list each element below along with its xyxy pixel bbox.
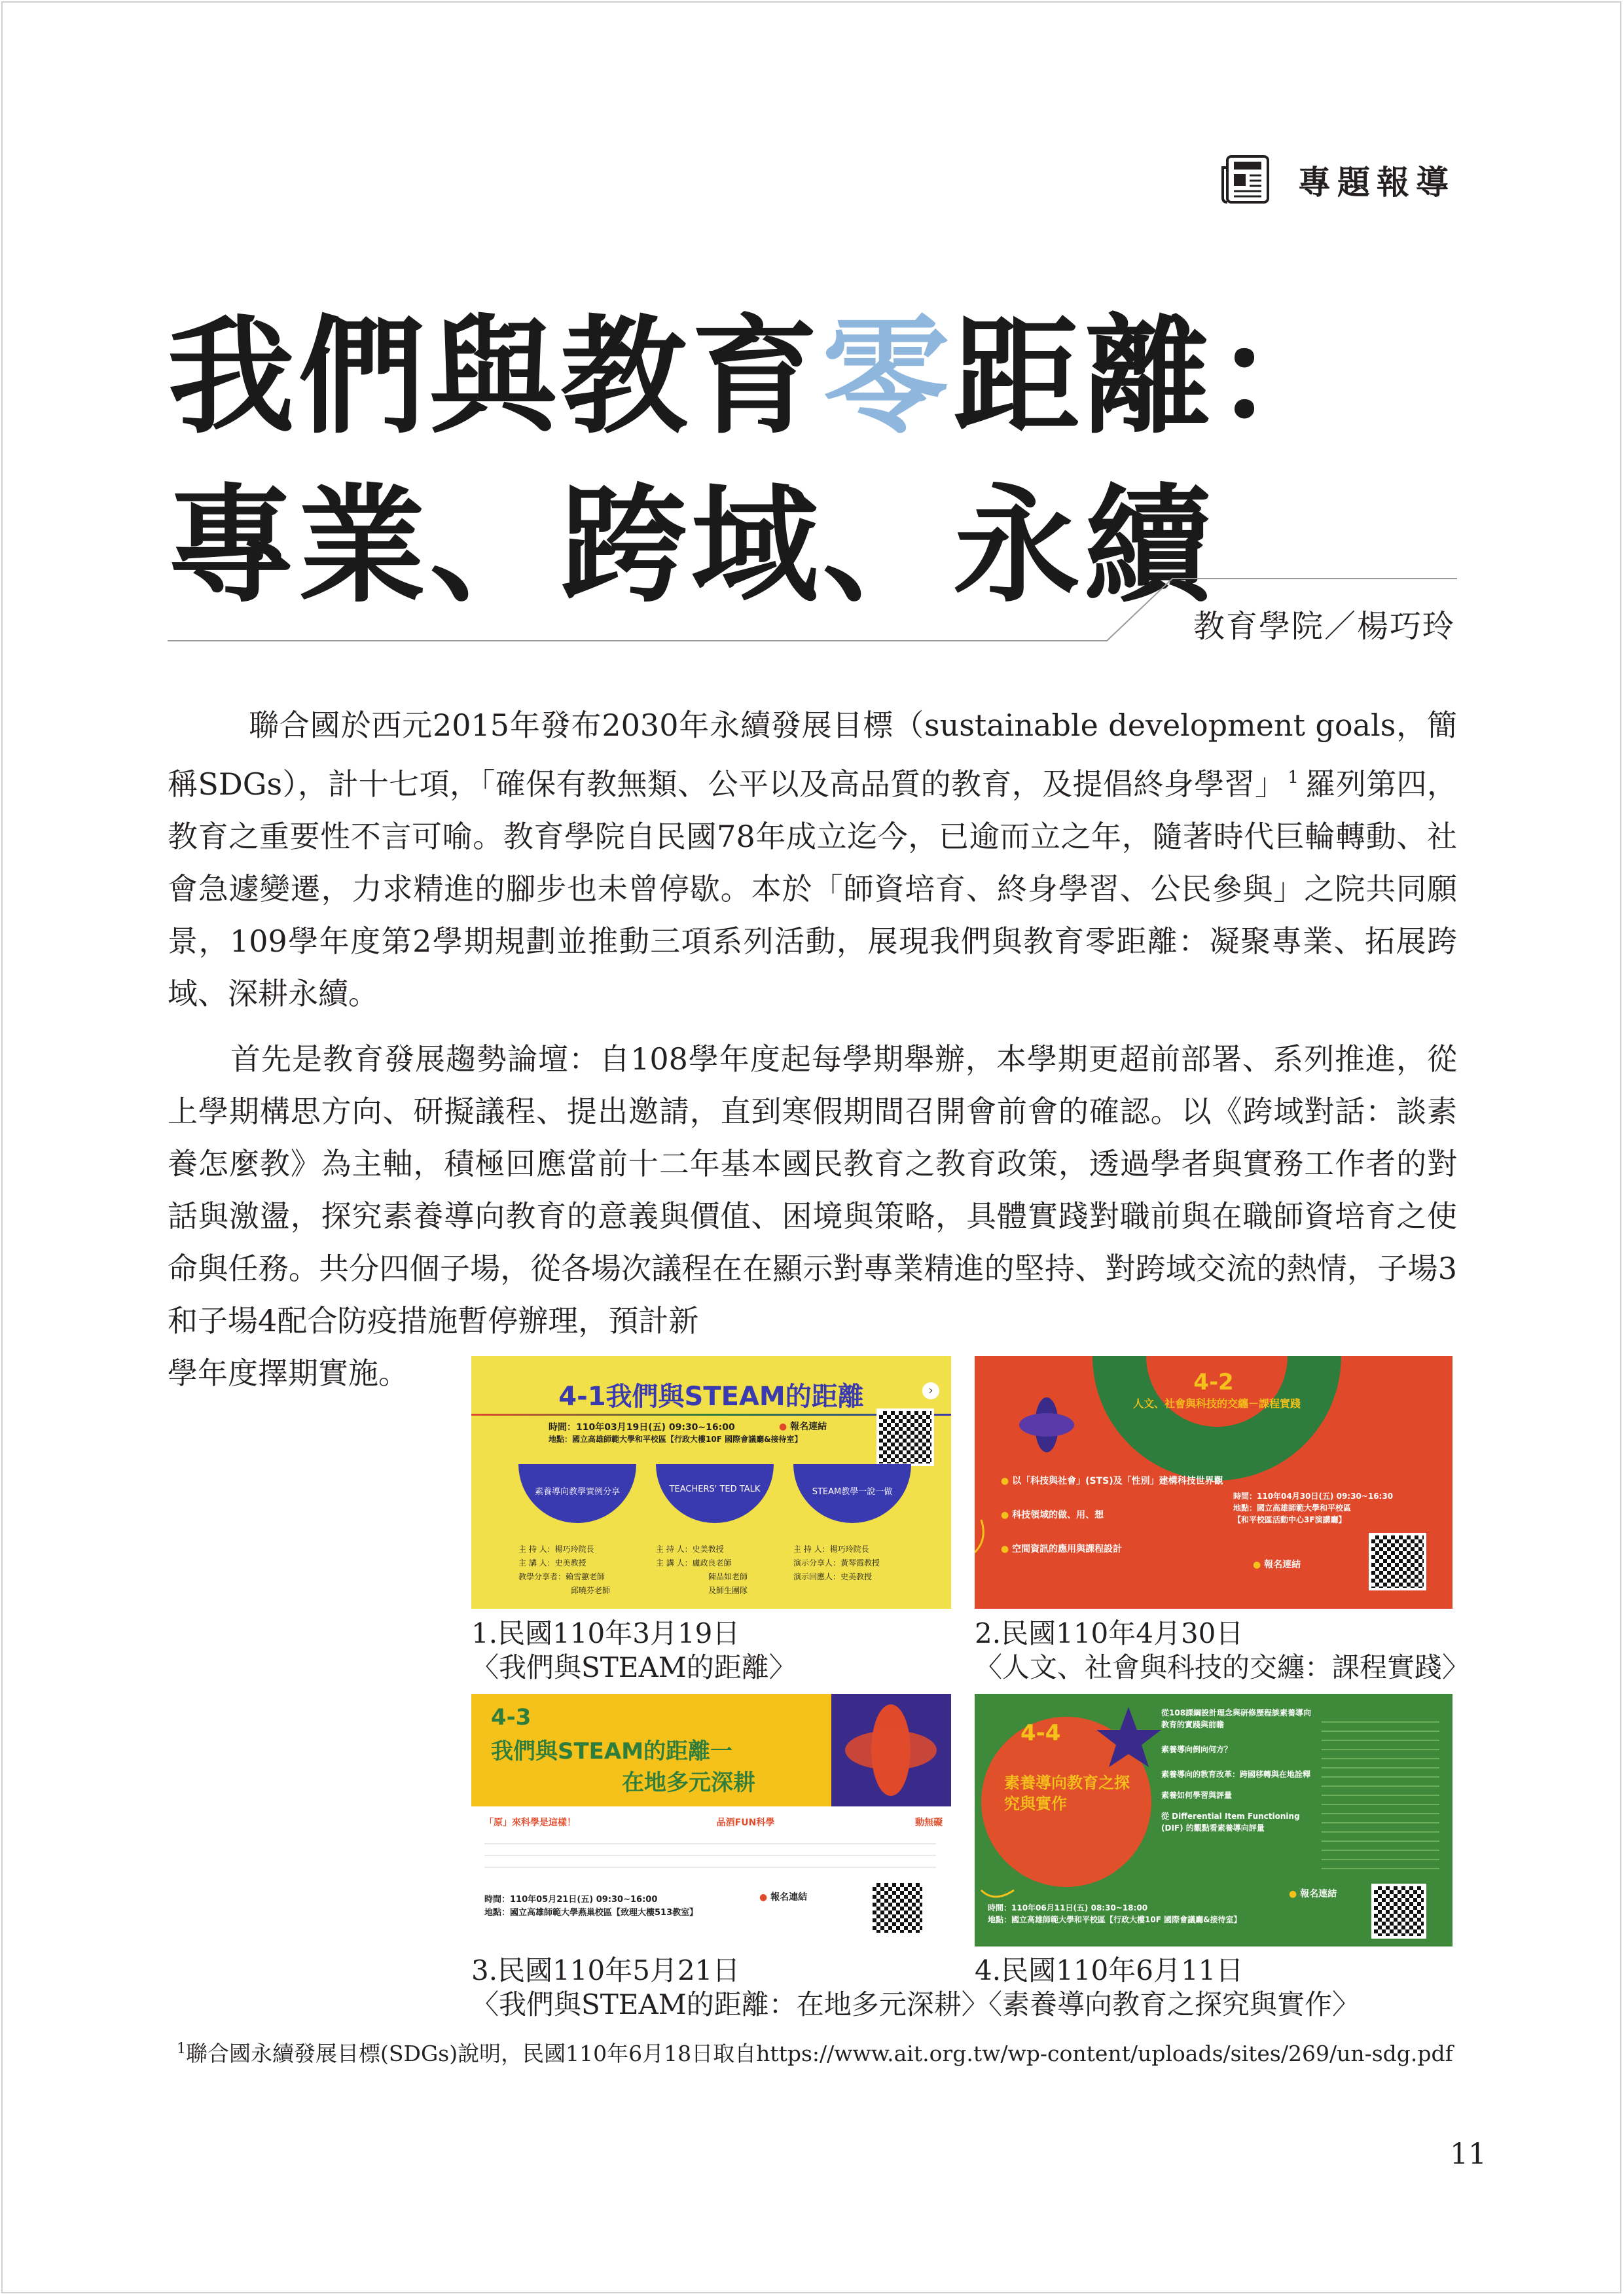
poster-4-4-register[interactable] — [1289, 1887, 1337, 1900]
poster-4-3-heading2: 在地多元深耕 — [622, 1770, 755, 1796]
page-number: 11 — [1450, 2138, 1487, 2171]
register-icon: ● — [1253, 1560, 1261, 1570]
poster-4-3-graphics — [831, 1694, 951, 1806]
poster-4-3-number: 4-3 — [491, 1704, 532, 1731]
session-1-label: 素養導向教學實例分享 — [534, 1487, 620, 1497]
check-icon: ● — [1001, 1476, 1009, 1486]
poster-4-4-heading: 素養導向教育之探究與實作 — [1004, 1774, 1130, 1813]
register-label: 報名連結 — [1300, 1889, 1337, 1899]
session-3-speakers — [793, 1543, 880, 1584]
session-2-label: TEACHERS' TED TALK — [669, 1484, 761, 1494]
poster-4-1-register[interactable] — [779, 1420, 827, 1433]
check-icon: ● — [1001, 1544, 1009, 1554]
poster-4-4-topics — [1161, 1707, 1312, 1834]
poster-4-1 — [471, 1356, 951, 1609]
section-label: 專題報導 — [1298, 164, 1455, 202]
title-part1: 我們與教育 — [168, 302, 822, 451]
poster-4-2-register[interactable] — [1253, 1558, 1301, 1571]
poster-4-3-speakers — [484, 1833, 936, 1878]
poster-4-2 — [975, 1356, 1453, 1609]
poster-4-2-room: 【和平校區活動中心3F演講廳】 — [1233, 1515, 1346, 1524]
caption-1-date: 1.民國110年3月19日 — [471, 1617, 740, 1649]
footnote-number: 1 — [177, 2041, 186, 2057]
caption-3 — [471, 1954, 989, 2022]
qr-code-icon[interactable] — [1371, 1884, 1426, 1939]
qr-code-icon[interactable] — [870, 1880, 925, 1935]
caption-1 — [471, 1617, 797, 1685]
poster-4-4-place: 地點：國立高雄師範大學和平校區【行政大樓10F 國際會議廳&接待室】 — [988, 1915, 1242, 1924]
speaker-line: 主 持 人：楊巧玲院長 — [518, 1545, 594, 1554]
topic-text: 從 Differential Item Functioning (DIF) 的觀點看素養導向評量 — [1161, 1812, 1300, 1833]
paragraph-1-text-continued: 羅列第四，教育之重要性不言可喻。教育學院自民國78年成立迄今，已逾而立之年，隨著時代巨輪轉動、社會急遽變遷，力求精進的腳步也未曾停歇。本於「師資培育、終身學習、公民參與」之院共同願景，109學年度第2學期規劃並推動三項系列活動，展現我們與教育零距離：凝聚專業、拓展跨域、深耕永續。 — [168, 766, 1458, 1011]
caption-2 — [975, 1617, 1470, 1685]
speaker-line: 主 持 人：史美教授 — [656, 1545, 724, 1554]
article-title-line2: 專業、跨域、永續 — [168, 471, 1215, 620]
caption-4 — [975, 1954, 1360, 2022]
poster-4-2-info — [1233, 1490, 1393, 1526]
paragraph-2-tail: 學年度擇期實施。 — [168, 1355, 408, 1391]
topic-text: 素養導向的教育改革：跨國移轉與在地詮釋 — [1161, 1770, 1311, 1779]
speaker-line: 演示分享人：黃琴霞教授 — [793, 1558, 880, 1568]
title-part2: 距離： — [953, 302, 1346, 451]
topic-text: 空間資訊的應用與課程設計 — [1012, 1544, 1123, 1554]
poster-4-2-number: 4-2 — [1193, 1369, 1234, 1395]
title-accent: 零 — [822, 302, 953, 451]
speaker-line: 陳品如老師 — [708, 1572, 748, 1581]
poster-4-3 — [471, 1694, 951, 1946]
caption-2-title: 〈人文、社會與科技的交纏：課程實踐〉 — [975, 1651, 1470, 1683]
poster-4-4-number: 4-4 — [1020, 1720, 1061, 1746]
session-3-label: STEAM教學一說一做 — [812, 1487, 893, 1497]
paragraph-1-text: 聯合國於西元2015年發布2030年永續發展目標（sustainable development goals，簡稱SDGs），計十七項，「確保有教無類、公平以及高品質的教育，及提倡終身學習」 — [168, 708, 1457, 802]
speaker-line: 主 講 人：盧政良老師 — [656, 1558, 732, 1568]
poster-4-4 — [975, 1694, 1453, 1946]
topic-text: 從108課綱設計理念與研修歷程談素養導向教育的實踐與前瞻 — [1161, 1708, 1312, 1729]
poster-4-3-place: 地點：國立高雄師範大學燕巢校區【致理大樓513教室】 — [484, 1908, 698, 1918]
speaker-line: 邱曉芬老師 — [571, 1586, 611, 1595]
poster-4-1-heading: 4-1我們與STEAM的距離 — [558, 1382, 864, 1412]
topic-text: 素養導向倒向何方？ — [1161, 1745, 1233, 1754]
register-label: 報名連結 — [1264, 1560, 1301, 1570]
speaker-line: 及師生團隊 — [708, 1586, 748, 1595]
register-icon: ● — [1289, 1889, 1297, 1899]
paragraph-2: 首先是教育發展趨勢論壇：自108學年度起每學期舉辦，本學期更超前部署、系列推進，從上學期構思方向、研擬議程、提出邀請，直到寒假期間召開會前會的確認。以《跨域對話：談素養怎麼教》為主軸，積極回應當前十二年基本國民教育之教育政策，透過學者與實務工作者的對話與激盪，探究素養導向教育的意義與價值、困境與策略，具體實踐對職前與在職師資培育之使命與任務。共分四個子場，從各場次議程在在顯示對專業精進的堅持、對跨域交流的熱情，子場3和子場4配合防疫措施暫停辦理，預計新 — [168, 1041, 1457, 1338]
register-label: 報名連結 — [790, 1422, 827, 1432]
section-header — [1221, 154, 1455, 206]
qr-code-icon[interactable] — [1369, 1533, 1426, 1590]
topic-text: 品酒FUN科學 — [716, 1818, 775, 1828]
caption-3-title: 〈我們與STEAM的距離：在地多元深耕〉 — [471, 1988, 989, 2020]
topic-item — [1001, 1542, 1426, 1556]
session-1-speakers — [518, 1543, 610, 1598]
topic-text: 科技領域的做、用、想 — [1012, 1510, 1104, 1520]
register-label: 報名連結 — [770, 1892, 808, 1903]
poster-4-4-info — [988, 1902, 1242, 1926]
speaker-line: 主 講 人：史美教授 — [518, 1558, 586, 1568]
byline: 教育學院／楊巧玲 — [1193, 608, 1455, 645]
newspaper-icon — [1221, 154, 1274, 206]
caption-4-title: 〈素養導向教育之探究與實作〉 — [975, 1988, 1360, 2020]
poster-4-1-arcs — [471, 1461, 951, 1533]
qr-code-icon[interactable] — [876, 1408, 934, 1466]
poster-4-2-time: 時間：110年04月30日(五) 09:30~16:30 — [1233, 1492, 1394, 1501]
paragraph-1 — [168, 699, 1457, 1020]
poster-4-3-info — [484, 1893, 698, 1920]
topic-text: 素養如何學習與評量 — [1161, 1791, 1233, 1800]
topic-text: 「原」來科學是這樣！ — [484, 1818, 576, 1828]
arrow-icon: › — [922, 1382, 939, 1399]
poster-4-3-time: 時間：110年05月21日(五) 09:30~16:00 — [484, 1895, 658, 1905]
speaker-line: 主 持 人：楊巧玲院長 — [793, 1545, 869, 1554]
poster-4-3-register[interactable] — [759, 1890, 807, 1903]
poster-4-1-place: 地點：國立高雄師範大學和平校區【行政大樓10F 國際會議廳&接待室】 — [549, 1435, 803, 1444]
footnote-ref[interactable]: 1 — [1288, 768, 1299, 787]
session-2-speakers — [656, 1543, 748, 1598]
speaker-line: 教學分享者：賴雪蕙老師 — [518, 1572, 605, 1581]
article-title-line1 — [168, 302, 1346, 451]
poster-4-3-topics — [484, 1816, 943, 1829]
poster-4-2-place: 地點：國立高雄師範大學和平校區 — [1233, 1503, 1352, 1513]
topic-text: 動無礙 — [915, 1818, 943, 1828]
check-icon: ● — [1001, 1510, 1009, 1520]
footnote-text: 聯合國永續發展目標(SDGs)說明，民國110年6月18日取自https://www.ait.org.tw/wp-content/uploads/sites/269/un-sdg.pdf — [186, 2041, 1453, 2066]
speaker-line: 演示回應人：史美教授 — [793, 1572, 873, 1581]
register-icon: ● — [759, 1892, 768, 1903]
poster-4-3-heading1: 我們與STEAM的距離一 — [491, 1738, 733, 1765]
topic-text: 以「科技與社會」(STS)及「性別」建構科技世界觀 — [1012, 1476, 1223, 1486]
poster-4-1-time: 時間：110年03月19日(五) 09:30~16:00 — [549, 1422, 735, 1433]
caption-2-date: 2.民國110年4月30日 — [975, 1617, 1244, 1649]
register-icon: ● — [779, 1422, 787, 1432]
topic-item — [1001, 1474, 1426, 1488]
caption-1-title: 〈我們與STEAM的距離〉 — [471, 1651, 797, 1683]
caption-3-date: 3.民國110年5月21日 — [471, 1954, 740, 1986]
footnote — [177, 2037, 1453, 2068]
caption-4-date: 4.民國110年6月11日 — [975, 1954, 1244, 1986]
poster-4-4-speakers — [1322, 1713, 1439, 1871]
poster-4-2-heading: 人文、社會與科技的交纏－課程實踐 — [1132, 1397, 1301, 1410]
poster-4-4-time: 時間：110年06月11日(五) 08:30~18:00 — [988, 1903, 1148, 1912]
